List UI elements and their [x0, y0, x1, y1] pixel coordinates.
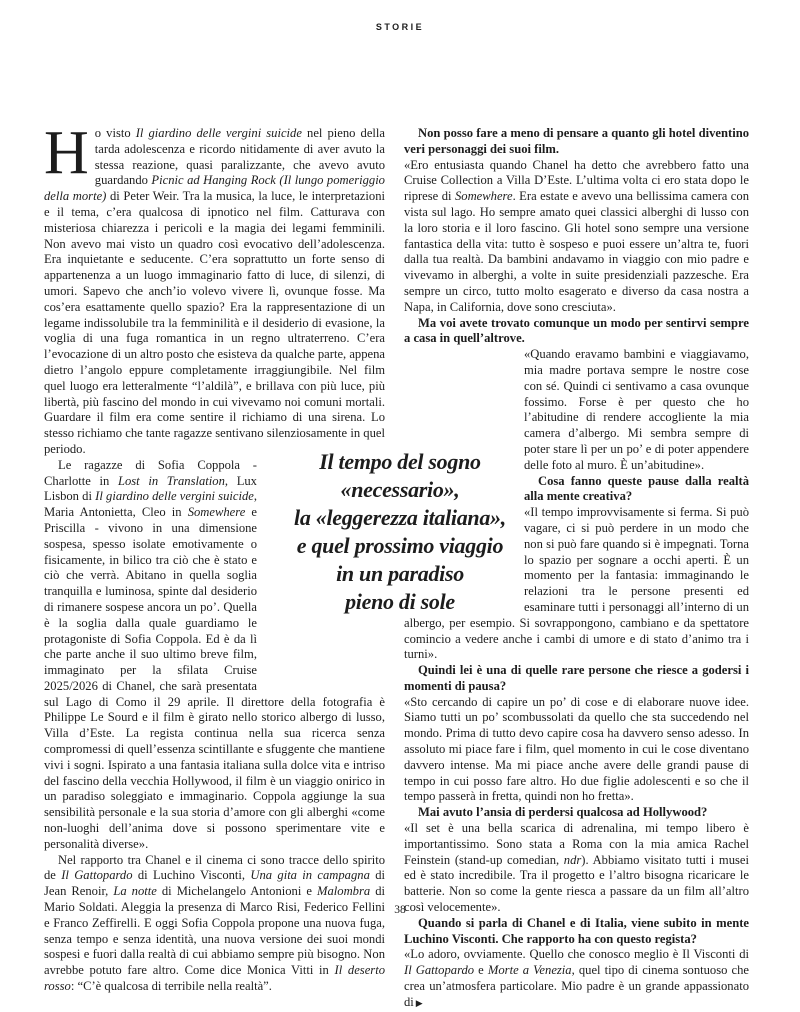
article-paragraph-2: Le ragazze di Sofia Coppola - Charlotte in Lost in Translation, Lux Lisbon di Il giardino delle vergini suicide, Maria Antonietta, Cleo in Somewhere e Priscilla - vivono in una dimensione sospesa, spesso isolate emotivamente o fisicamente, in bilico tra ciò che è stato e ciò che verrà. Abitano in quella soglia tranquilla e luminosa, spinte dal desiderio di rimanere sospese ancora un po’. Quella è la soglia dalla quale guardiamo le protagoniste di Sofia Coppola. Ed è da lì che parte anche il suo ultimo breve film, immaginato per la sfilata Cruise 2025/2026 di Chanel, che sarà presentata sul Lago di Como il 29 aprile. Il direttore della fotografia è Philippe Le Sourd e il film è girato nello storico albergo di lusso, Villa d’Este. La regista continua nella sua ricerca senza compromessi di quell’essenza scintillante e sfuggente che mantiene vivi i sogni. Ispirato a una fantasia italiana sulla dolce vita e intriso del fascino della vecchia Hollywood, il film è un viaggio onirico in un paradiso soleggiato e immaginario. Coppola aggiunge la sua sensibilità personale e la sua storia d’amore con gli alberghi «come non-luoghi dell’anima dove si possono sperimentare vite e personalità diverse». — [44, 457, 385, 851]
italic-title: Picnic ad Hanging Rock (Il lungo pomeriggio della morte) — [44, 173, 385, 204]
pull-quote-line: pieno di sole — [345, 589, 455, 614]
pull-quote-line: e quel prossimo viaggio — [296, 533, 504, 558]
italic-title: Il deserto rosso — [44, 963, 385, 994]
question-1: Non posso fare a meno di pensare a quanto gli hotel diventino veri personaggi dei suoi film. — [404, 126, 749, 156]
page-number: 38 — [394, 904, 406, 916]
pull-quote-line: in un paradiso — [336, 561, 464, 586]
question-3: Cosa fanno queste pause dalla realtà alla mente creativa? — [524, 473, 749, 504]
italic-title: La notte — [113, 884, 157, 899]
question-4: Quindi lei è una di quelle rare persone che riesce a godersi i momenti di pausa? — [404, 663, 749, 693]
italic-title: Una gita in campagna — [250, 868, 370, 883]
answer-6 — [404, 947, 749, 1011]
italic-title: Il giardino delle vergini suicide — [135, 126, 302, 140]
drop-cap: H — [44, 119, 89, 187]
italic-title: Somewhere — [187, 505, 246, 520]
paragraph-body: o visto Il giardino delle vergini suicide nel pieno della tarda adolescenza e ricordo nitidamente di aver avuto la stessa reazione, quasi paralizzante, che avevo avuto guardando Picnic ad Hanging Rock (Il lungo pomeriggio della morte) di Peter Weir. Tra la musica, la luce, le interpretazioni e il tema, c’era qualcosa di ipnotico nel film. Catturava con misteriosa chiarezza i pericoli e la magia dei legami femminili. Non avevo mai visto un quadro così evocativo dell’adolescenza. Era inquietante e seducente. C’era soprattutto un forte senso di appartenenza a un luogo immaginario fatto di luce, di silenzi, di umori. Sapevo che anch’io volevo vivere lì, ovunque fosse. Ma cos’era esattamente quello spazio? Era la rappresentazione di un legame indissolubile tra la femminilità e il desiderio di evasione, la voglia di una fuga romantica in un regno ultraterreno. C’era l’evocazione di un altro posto che esisteva da qualche parte, appena dietro l’angolo eppure completamente irraggiungibile. Nel film quel luogo era letteralmente “l’aldilà”, e brillava con più luce, più libertà, più fascino del mondo in cui vivevamo noi comuni mortali. Guardare il film era come sentire il richiamo di una sirena. Lo stesso richiamo che tante ragazze sentivano silenziosamente in quel periodo. — [44, 126, 385, 456]
italic-title: Somewhere — [454, 189, 513, 204]
italic-title: ndr — [563, 852, 582, 867]
triangle-right-icon: ▶ — [415, 997, 423, 1008]
question-6: Quando si parla di Chanel e di Italia, viene subito in mente Luchino Visconti. Che rapporto ha con questo regista? — [404, 915, 749, 946]
italic-title: Morte a Venezia — [487, 963, 572, 978]
answer-4: «Sto cercando di capire un po’ di cose e di elaborare nuove idee. Siamo tutti un po’ scombussolati da quello che sta succedendo nel mondo. Prima di tutto devo capire cosa ha davvero senso adesso. In assoluto mi piace fare i film, quel momento in cui le cose diventano davvero intense. Ma mi piace anche avere delle grandi pause di tempo in cui posso fare altro. Ho due figlie adolescenti e so che il tempo passerà in fretta, quindi non ho fretta». — [404, 694, 749, 804]
answer-6-text: «Lo adoro, ovviamente. Quello che conosco meglio è Il Visconti di Il Gattopardo e Morte a Venezia, quel tipo di cinema sontuoso che crea un’atmosfera particolare. Mio padre è un grande appassionato di — [404, 947, 749, 1009]
question-5: Mai avuto l’ansia di perdersi qualcosa ad Hollywood? — [418, 805, 708, 820]
italic-title: Il giardino delle vergini suicide — [95, 489, 254, 504]
italic-title: Malombra — [316, 884, 371, 899]
answer-1: «Ero entusiasta quando Chanel ha detto che avrebbero fatto una Cruise Collection a Villa D’Este. L’ultima volta ci ero stata dopo le riprese di Somewhere. Era estate e avevo una bellissima camera con vista sul lago. Ho sempre amato quei classici alberghi di lusso con la loro storia e il loro fascino. Gli hotel sono sempre una versione fantastica della vita: tutto è sospeso e puoi essere un’altra te, fuori dalla tua realtà. Da bambini andavamo in viaggio con mio padre e vivevamo in alberghi, a volte in suite presidenziali pazzesche. Era sempre un circo, tutto molto esagerato e diverso da casa nostra a Napa, in California, dove sono cresciuta». — [404, 157, 749, 314]
pull-quote-line: «necessario», — [340, 477, 460, 502]
question-2: Ma voi avete trovato comunque un modo per sentirvi sempre a casa in quell’altrove. — [404, 315, 749, 346]
article-paragraph-1 — [44, 119, 385, 458]
pull-quote-line: Il tempo del sogno — [319, 449, 481, 474]
italic-title: Il Gattopardo — [404, 963, 475, 978]
pull-quote — [270, 448, 530, 616]
italic-title: Il Gattopardo — [61, 868, 133, 883]
article-paragraph-3: Nel rapporto tra Chanel e il cinema ci sono tracce dello spirito de Il Gattopardo di Luchino Visconti, Una gita in campagna di Jean Renoir, La notte di Michelangelo Antonioni e Malombra di Mario Soldati. Aleggia la presenza di Marco Risi, Federico Fellini e Franco Zeffirelli. E oggi Sofia Coppola propone una nuova fuga, senza tempo e senza identità, una nuova versione dei suoi mondi sospesi e fuori dalla realtà di cui abbiamo sempre più bisogno. Non avrebbe potuto fare altro. Come dice Monica Vitti in Il deserto rosso: “C’è qualcosa di terribile nella realtà”. — [44, 852, 385, 994]
section-label: STORIE — [375, 22, 425, 32]
italic-title: Lost in Translation — [117, 473, 225, 488]
answer-2: «Quando eravamo bambini e viaggiavamo, mia madre portava sempre le nostre cose con sé. Quindi ci sentivamo a casa ovunque fossimo. Forse è per questo che ho l’abitudine di rendere accogliente la mia camera d’albergo. Mi sembra sempre di poter stare lì per un po’ e di poter appendere delle foto al muro. È un’abitudine». — [524, 347, 749, 472]
answer-5: «Il set è una bella scarica di adrenalina, mi tempo libero è importantissimo. Sono stata a Roma con la mia amica Rachel Feinstein (stand-up comedian, ndr). Abbiamo visitato tutti i musei ed è stato incredibile. Tra il progetto e l’altro bisogna ricaricare le batterie. Non so come la gente riesca a passare da un film all’altro così velocemente». — [404, 821, 750, 915]
pull-quote-line: la «leggerezza italiana», — [294, 505, 506, 530]
answer-3: «Il tempo improvvisamente si ferma. Si può vagare, ci si può perdere in un modo che non si può fare quando si è impegnati. Torna lo spazio per sognare a occhi aperti. È un momento per la fantasia: immaginando le relazioni tra le persone presenti ed esaminare tutti i personaggi all’interno di un albergo, per esempio. Si sovrappongono, cambiano e da spettatore comincio a vedere anche i cambi di umore e di stato d’animo tra i turni». — [404, 505, 749, 662]
